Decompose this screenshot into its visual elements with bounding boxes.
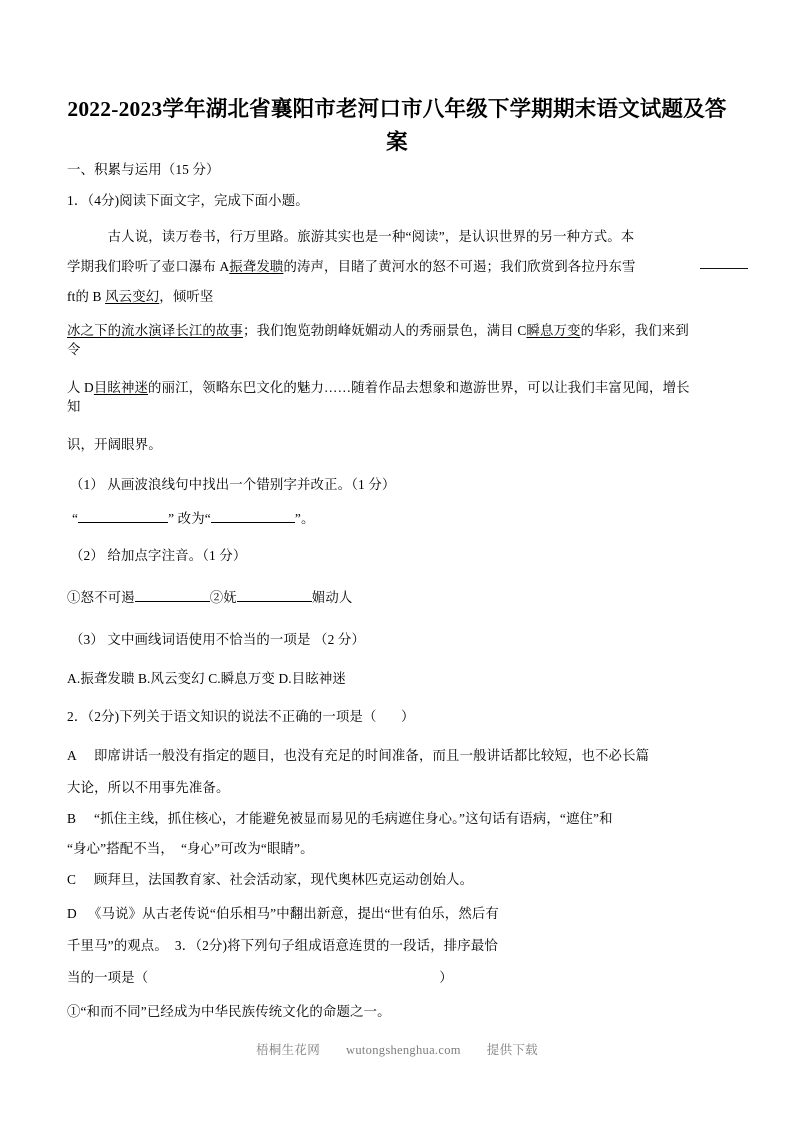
underlined-phrase-a: 振聋发聩: [229, 259, 284, 274]
q1-passage-line-5: 令: [67, 342, 81, 357]
q1-passage-line-8: 识，开阔眼界。: [67, 437, 162, 452]
footer-site-name: 梧桐生花网: [256, 1043, 321, 1057]
question-2-stem: 2．（2分)下列关于语文知识的说法不正确的一项是（ ）: [67, 709, 415, 724]
passage-text: 学期我们聆听了壶口瀑布 A: [67, 259, 230, 274]
q1-passage-line-3: [67, 286, 739, 308]
q1-sub3-options: A.振聋发聩 B.风云变幻 C.瞬息万变 D.目眩神迷: [67, 671, 346, 686]
footer-url[interactable]: wutongshenghua.com: [346, 1043, 461, 1057]
q1-sub2-stem: （2） 给加点字注音。（1 分）: [70, 548, 247, 563]
q1-sub1-stem: （1） 从画波浪线句中找出一个错别字并改正。（1 分）: [70, 477, 396, 492]
question-3-stem-line-1: 千里马”的观点。 3．（2分)将下列句子组成语意连贯的一段话，排序最恰: [67, 938, 498, 953]
pinyin-item-2-tail: 媚动人: [311, 590, 353, 605]
underlined-phrase-c: 瞬息万变: [526, 323, 581, 338]
q3-stem-text: 当的一项是（: [67, 970, 149, 985]
q3-paren-close: ）: [439, 970, 453, 985]
pinyin-blank-2[interactable]: [237, 587, 312, 602]
question-3-stem-line-2: [67, 967, 739, 989]
margin-rule-line: [700, 268, 748, 269]
q1-sub1-answer-row: [72, 508, 744, 530]
q2-option-c-line-1[interactable]: 顾拜旦，法国教育家、社会活动家，现代奥林匹克运动创始人。: [94, 872, 474, 887]
q2-option-d-line-1[interactable]: 《马说》从古老传说“伯乐相马”中翻出新意，提出“世有伯乐，然后有: [88, 906, 499, 921]
pinyin-item-2-label: ②妩: [209, 590, 237, 605]
q2-option-b-label: B: [67, 811, 77, 826]
pinyin-item-1-label: ①怒不可遏: [67, 590, 135, 605]
q2-option-b-line-2: “身心”搭配不当， “身心”可改为“眼睛”。: [67, 841, 314, 856]
passage-text: 的丽江，领略东巴文化的魅力……随着作品去想象和遨游世界，可以让我们丰富见闻，增长: [148, 380, 690, 395]
pinyin-blank-1[interactable]: [135, 587, 210, 602]
passage-text: ；我们饱览勃朗峰妩媚动人的秀丽景色，满目 C: [243, 323, 527, 338]
underlined-phrase-b: 风云变幻: [105, 289, 160, 304]
q2-option-a-line-2: 大论，所以不用事先准备。: [67, 780, 230, 795]
wavy-underlined-sentence: 冰之下的流水演译长江的故事: [67, 323, 244, 338]
question-1-stem: 1．（4分)阅读下面文字，完成下面小题。: [67, 193, 309, 208]
q2-option-a-line-1[interactable]: 即席讲话一般没有指定的题目，也没有充足的时间准备，而且一般讲话都比较短，也不必长篇: [94, 748, 650, 763]
quote-change-label: ” 改为“: [168, 511, 211, 526]
passage-text: ，倾听坚: [159, 289, 214, 304]
q1-passage-line-1: 古人说，读万卷书，行万里路。旅游其实也是一种“阅读”，是认识世界的另一种方式。本: [67, 229, 635, 244]
quote-close: ”。: [294, 511, 315, 526]
footer-action[interactable]: 提供下载: [486, 1043, 538, 1057]
underlined-phrase-d: 目眩神迷: [93, 380, 149, 395]
passage-text: 人 D: [67, 380, 94, 395]
question-3-item-1: ①“和而不同”已经成为中华民族传统文化的命题之一。: [67, 1004, 391, 1019]
q1-sub2-answer-row: [67, 587, 739, 609]
q1-passage-line-7: 知: [67, 399, 81, 414]
answer-blank-corrected[interactable]: [211, 508, 295, 523]
passage-text: 的华彩，我们来到: [580, 323, 689, 338]
q2-option-b-line-1[interactable]: “抓住主线，抓住核心，才能避免被显而易见的毛病遮住身心。”这句话有语病，“遮住”和: [94, 811, 613, 826]
passage-text: 的涛声，目睹了黄河水的怒不可遏；我们欣赏到各拉丹东雪: [283, 259, 636, 274]
answer-blank-original[interactable]: [78, 508, 168, 523]
footer-watermark: [0, 1040, 794, 1058]
q2-option-d-label: D: [67, 906, 77, 921]
section-heading: 一、积累与运用（15 分）: [67, 162, 220, 177]
page-title: 2022-2023学年湖北省襄阳市老河口市八年级下学期期末语文试题及答案: [67, 97, 727, 154]
q2-option-c-label: C: [67, 872, 77, 887]
quote-open: “: [72, 511, 79, 526]
q1-sub3-stem: （3） 文中画线词语使用不恰当的一项是 （2 分）: [70, 632, 365, 647]
q1-passage-line-2: [67, 256, 739, 278]
q2-option-a-label: A: [67, 748, 77, 763]
passage-text: ft的 B: [67, 289, 106, 304]
